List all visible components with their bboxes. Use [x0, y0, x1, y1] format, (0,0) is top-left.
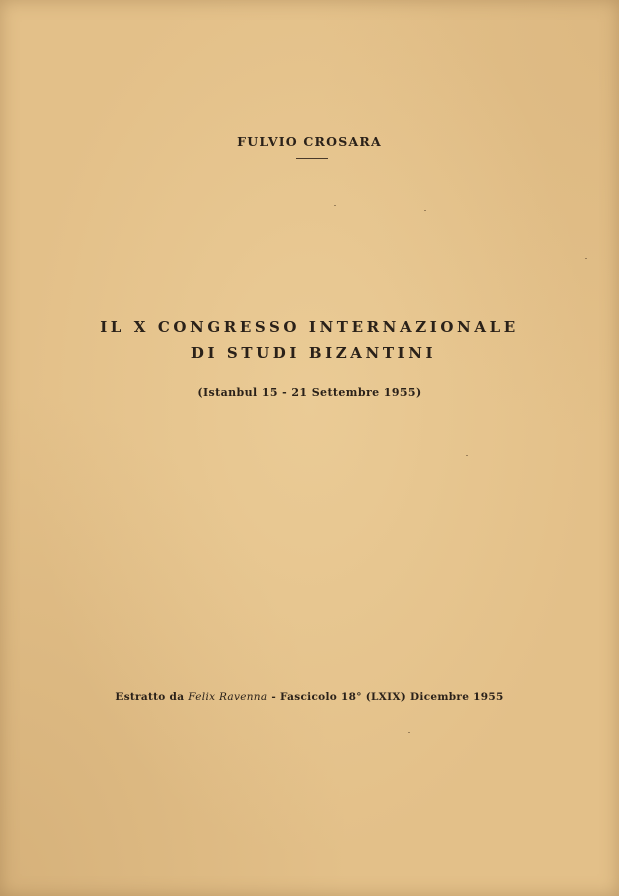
paper-speck	[466, 455, 468, 456]
paper-speck	[334, 205, 336, 206]
imprint-prefix: Estratto da	[115, 691, 189, 703]
paper-speck	[585, 258, 587, 259]
imprint-suffix: - Fascicolo 18° (LXIX) Dicembre 1955	[267, 691, 504, 703]
congress-dates: (Istanbul 15 - 21 Settembre 1955)	[197, 386, 422, 399]
author-name: FULVIO CROSARA	[237, 134, 382, 149]
title-line-1: IL X CONGRESSO INTERNAZIONALE	[100, 318, 519, 336]
title-line-2: DI STUDI BIZANTINI	[190, 344, 437, 362]
paper-speck	[408, 732, 410, 733]
imprint-line	[0, 691, 619, 703]
imprint-journal: Felix Ravenna	[188, 691, 268, 703]
author-divider	[296, 158, 328, 159]
paper-speck	[424, 210, 426, 211]
